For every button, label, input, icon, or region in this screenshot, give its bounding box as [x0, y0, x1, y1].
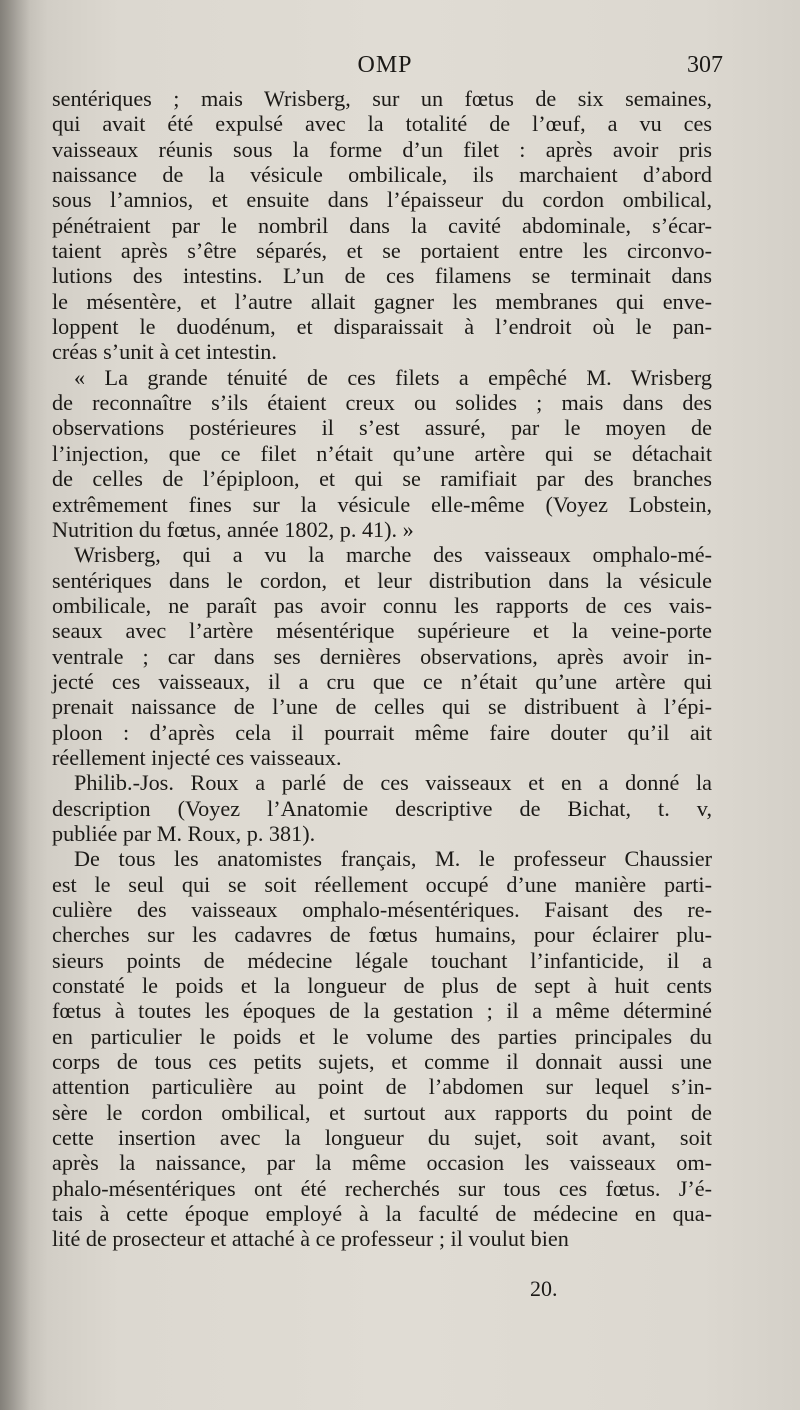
text-line: Philib.-Jos. Roux a parlé de ces vaisseaux et en a donné la	[74, 770, 712, 796]
text-line: qui avait été expulsé avec la totalité de l’œuf, a vu ces	[52, 111, 712, 137]
text-line: description (Voyez l’Anatomie descriptive de Bichat, t. v,	[52, 795, 712, 821]
text-line: extrêmement fines sur la vésicule elle-même (Voyez Lobstein,	[52, 491, 712, 517]
text-line: culière des vaisseaux omphalo-mésentériques. Faisant des re-	[52, 897, 712, 922]
text-line: naissance de la vésicule ombilicale, ils marchaient d’abord	[52, 162, 712, 188]
text-line: taient après s’être séparés, et se portaient entre les circonvo-	[52, 238, 712, 264]
text-line: prenait naissance de l’une de celles qui se distribuent à l’épi-	[52, 694, 712, 720]
text-line: jecté ces vaisseaux, il a cru que ce n’était qu’une artère qui	[52, 668, 712, 694]
text-line: lité de prosecteur et attaché à ce professeur ; il voulut bien	[52, 1226, 569, 1252]
text-line: de reconnaître s’ils étaient creux ou solides ; mais dans des	[52, 390, 712, 416]
binding-shadow	[0, 0, 30, 1410]
paragraph	[52, 86, 712, 365]
text-line: cherches sur les cadavres de fœtus humains, pour éclairer plu-	[52, 922, 712, 948]
text-line: sentériques ; mais Wrisberg, sur un fœtus de six semaines,	[52, 86, 712, 111]
text-line: fœtus à toutes les époques de la gestation ; il a même déterminé	[52, 998, 712, 1024]
text-line: sieurs points de médecine légale touchant l’infanticide, il a	[52, 947, 712, 973]
text-line: ventrale ; car dans ses dernières observations, après avoir in-	[52, 643, 712, 669]
text-line: de celles de l’épiploon, et qui se ramifiait par des branches	[52, 466, 712, 492]
text-line: après la naissance, par la même occasion les vaisseaux om-	[52, 1150, 712, 1176]
text-line: phalo-mésentériques ont été recherchés sur tous ces fœtus. J’é-	[52, 1175, 712, 1201]
running-head	[55, 52, 723, 82]
paragraph	[52, 365, 712, 542]
text-line: Wrisberg, qui a vu la marche des vaisseaux omphalo-mé-	[74, 542, 712, 568]
text-line: créas s’unit à cet intestin.	[52, 339, 277, 365]
text-line: sentériques dans le cordon, et leur distribution dans la vésicule	[52, 567, 712, 593]
text-line: observations postérieures il s’est assuré, par le moyen de	[52, 415, 712, 441]
text-line: ploon : d’après cela il pourrait même faire douter qu’il ait	[52, 719, 712, 745]
text-line: le mésentère, et l’autre allait gagner les membranes qui enve-	[52, 288, 712, 314]
page-number: 307	[687, 52, 723, 78]
text-line: attention particulière au point de l’abdomen sur lequel s’in-	[52, 1074, 712, 1100]
running-title: OMP	[357, 52, 413, 78]
text-line: est le seul qui se soit réellement occupé d’une manière parti-	[52, 871, 712, 897]
text-line: De tous les anatomistes français, M. le professeur Chaussier	[74, 846, 712, 872]
body-text	[52, 86, 712, 1252]
paragraph	[52, 770, 712, 846]
text-line: sère le cordon ombilical, et surtout aux rapports du point de	[52, 1099, 712, 1125]
text-line: publiée par M. Roux, p. 381).	[52, 820, 316, 846]
text-line: Nutrition du fœtus, année 1802, p. 41). »	[52, 516, 414, 542]
text-line: lutions des intestins. L’un de ces filamens se terminait dans	[52, 263, 712, 289]
text-line: réellement injecté ces vaisseaux.	[52, 744, 342, 770]
text-line: corps de tous ces petits sujets, et comme il donnait aussi une	[52, 1049, 712, 1075]
text-line: constaté le poids et la longueur de plus de sept à huit cents	[52, 973, 712, 999]
text-line: sous l’amnios, et ensuite dans l’épaisseur du cordon ombilical,	[52, 187, 712, 213]
text-line: « La grande ténuité de ces filets a empêché M. Wrisberg	[74, 364, 712, 390]
paragraph	[52, 846, 712, 1252]
paragraph	[52, 542, 712, 770]
text-line: vaisseaux réunis sous la forme d’un filet : après avoir pris	[52, 136, 712, 162]
text-line: ombilicale, ne paraît pas avoir connu les rapports de ces vais-	[52, 592, 712, 618]
text-line: en particulier le poids et le volume des parties principales du	[52, 1023, 712, 1049]
text-line: l’injection, que ce filet n’était qu’une artère qui se détachait	[52, 440, 712, 466]
text-line: tais à cette époque employé à la faculté de médecine en qua-	[52, 1201, 712, 1227]
signature-mark: 20.	[530, 1276, 558, 1301]
text-line: cette insertion avec la longueur du sujet, soit avant, soit	[52, 1125, 712, 1151]
text-line: seaux avec l’artère mésentérique supérieure et la veine-porte	[52, 618, 712, 644]
text-line: loppent le duodénum, et disparaissait à l’endroit où le pan-	[52, 314, 712, 340]
text-line: pénétraient par le nombril dans la cavité abdominale, s’écar-	[52, 212, 712, 238]
